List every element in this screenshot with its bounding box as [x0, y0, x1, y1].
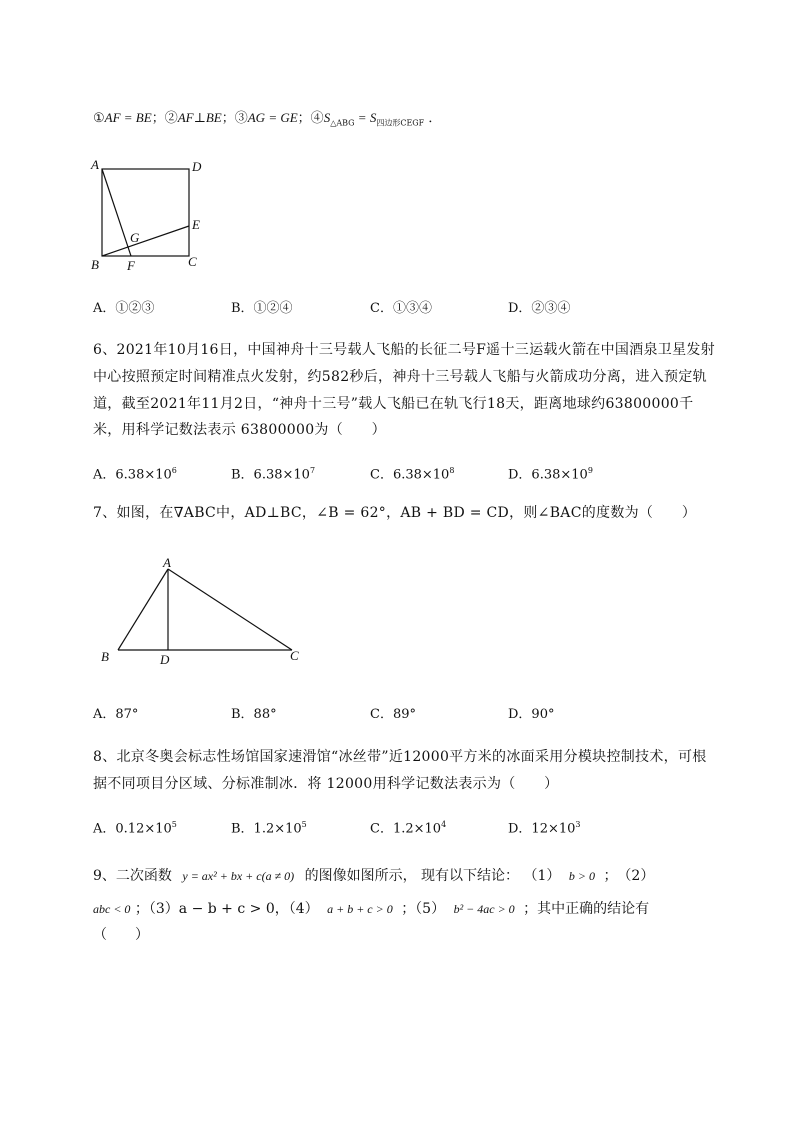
q7-option-a[interactable]: A．87° — [93, 707, 139, 722]
q5-conclusion-1: AF = BE — [104, 110, 152, 125]
q9-conclusion-3: ；（3）a − b + c > 0，（4） — [134, 901, 319, 917]
q5-option-a[interactable]: A．①②③ — [93, 301, 155, 316]
q8-option-d-exp: 3 — [575, 820, 581, 829]
segment-af — [102, 169, 131, 256]
q9-intro: 9、二次函数 — [93, 868, 172, 884]
q9-tail: ；其中正确的结论有 — [523, 901, 650, 917]
q9-intro-2: 的图像如图所示， 现有以下结论： （1） — [304, 868, 561, 884]
q9-c5-label: ；（5） — [401, 901, 446, 917]
q5-option-d[interactable]: D．②③④ — [508, 301, 571, 316]
label-A: A — [163, 555, 171, 570]
q8-line-1: 8、北京冬奥会标志性场馆国家速滑馆“冰丝带”近12000平方米的冰面采用分模块控制技术，可根 — [93, 749, 707, 765]
q9-conclusion-4: a + b + c > 0 — [327, 902, 393, 916]
q6-line-2: 中心按照预定时间精准点火发射，约582秒后，神舟十三号载人飞船与火箭成功分离，进入预定轨 — [93, 369, 707, 385]
q5-eq: = S — [354, 110, 377, 125]
q5-conclusion-4-mark: ；④ — [297, 111, 324, 126]
q8-option-d[interactable] — [508, 816, 581, 838]
q5-square-figure — [88, 155, 218, 280]
q8-option-a[interactable] — [93, 816, 177, 838]
q8-option-d-label: D．12×10 — [508, 821, 576, 837]
q7-option-d[interactable]: D．90° — [508, 707, 555, 722]
q9-conclusion-5: b² − 4ac > 0 — [453, 902, 515, 916]
q8-line-2: 据不同项目分区域、分标准制冰．将 12000用科学记数法表示为（ ） — [93, 776, 559, 792]
q8-option-a-exp: 5 — [171, 820, 177, 829]
q8-option-c-label: C．1.2×10 — [370, 821, 442, 837]
segment-ab — [118, 569, 168, 650]
q9-answer-blank: （ ） — [93, 927, 149, 943]
q5-option-c[interactable]: C．①③④ — [370, 301, 432, 316]
q5-conclusion-3: AG = GE — [247, 110, 298, 125]
q5-sub1: △ABG — [330, 118, 355, 128]
q5-conclusion-2: AF⊥BE — [177, 110, 222, 125]
q9-line-1 — [93, 866, 654, 886]
q8-option-c-exp: 4 — [441, 820, 447, 829]
q5-conclusions — [93, 108, 441, 134]
label-C: C — [188, 254, 197, 269]
q9-line-2 — [93, 899, 649, 919]
q6-option-b[interactable] — [231, 462, 315, 484]
q6-option-a[interactable] — [93, 462, 177, 484]
q8-option-b[interactable] — [231, 816, 307, 838]
q6-option-c[interactable] — [370, 462, 454, 484]
q8-option-b-exp: 5 — [301, 820, 307, 829]
q6-option-b-exp: 7 — [309, 466, 316, 475]
label-B: B — [91, 257, 99, 272]
q9-conclusion-2: abc < 0 — [93, 902, 131, 916]
q5-conclusion-3-mark: ；③ — [221, 111, 248, 126]
q7-stem: 7、如图，在∇ABC中，AD⊥BC，∠B = 62°，AB + BD = CD，则∠BAC的度数为（ ） — [93, 505, 697, 521]
segment-ac — [168, 569, 292, 650]
square-abcd — [102, 169, 189, 256]
q6-option-c-exp: 8 — [449, 466, 455, 475]
q6-line-4: 米，用科学记数法表示 63800000为（ ） — [93, 422, 386, 438]
q8-option-b-label: B．1.2×10 — [231, 821, 302, 837]
q6-option-c-label: C．6.38×10 — [370, 467, 450, 483]
q5-option-b[interactable]: B．①②④ — [231, 301, 293, 316]
q5-conclusion-1-mark: ① — [93, 111, 105, 126]
q8-option-a-label: A．0.12×10 — [93, 821, 172, 837]
label-D: D — [192, 159, 202, 174]
q9-conclusion-1: b > 0 — [568, 869, 595, 883]
q6-line-1: 6、2021年10月16日，中国神舟十三号载人飞船的长征二号F遥十三运载火箭在中国酒泉卫星发射 — [93, 342, 715, 358]
q7-option-b[interactable]: B．88° — [231, 707, 277, 722]
q8-option-c[interactable] — [370, 816, 446, 838]
label-D: D — [160, 652, 170, 667]
q6-option-b-label: B．6.38×10 — [231, 467, 310, 483]
label-F: F — [127, 258, 135, 273]
q6-line-3: 道，截至2021年11月2日，“神舟十三号”载人飞船已在轨飞行18天，距离地球约63800000千 — [93, 396, 694, 412]
q5-sub2: 四边形CEGF — [376, 118, 425, 128]
q9-c2-label: ； （2） — [603, 868, 655, 884]
q6-option-d-label: D．6.38×10 — [508, 467, 588, 483]
q6-option-a-exp: 6 — [171, 466, 177, 475]
label-C: C — [290, 648, 299, 663]
q9-formula: y = ax² + bx + c(a ≠ 0) — [182, 869, 295, 883]
label-E: E — [192, 217, 200, 232]
q5-conclusion-4-s: S — [323, 110, 331, 125]
q6-option-a-label: A．6.38×10 — [93, 467, 172, 483]
label-A: A — [91, 157, 99, 172]
q7-triangle-figure — [98, 555, 313, 667]
q7-option-c[interactable]: C．89° — [370, 707, 416, 722]
q6-option-d-exp: 9 — [587, 466, 593, 475]
label-B: B — [101, 649, 109, 664]
label-G: G — [130, 230, 140, 245]
segment-be — [102, 226, 189, 256]
q5-end: ． — [424, 111, 442, 126]
q6-option-d[interactable] — [508, 462, 593, 484]
q5-conclusion-2-mark: ；② — [151, 111, 178, 126]
